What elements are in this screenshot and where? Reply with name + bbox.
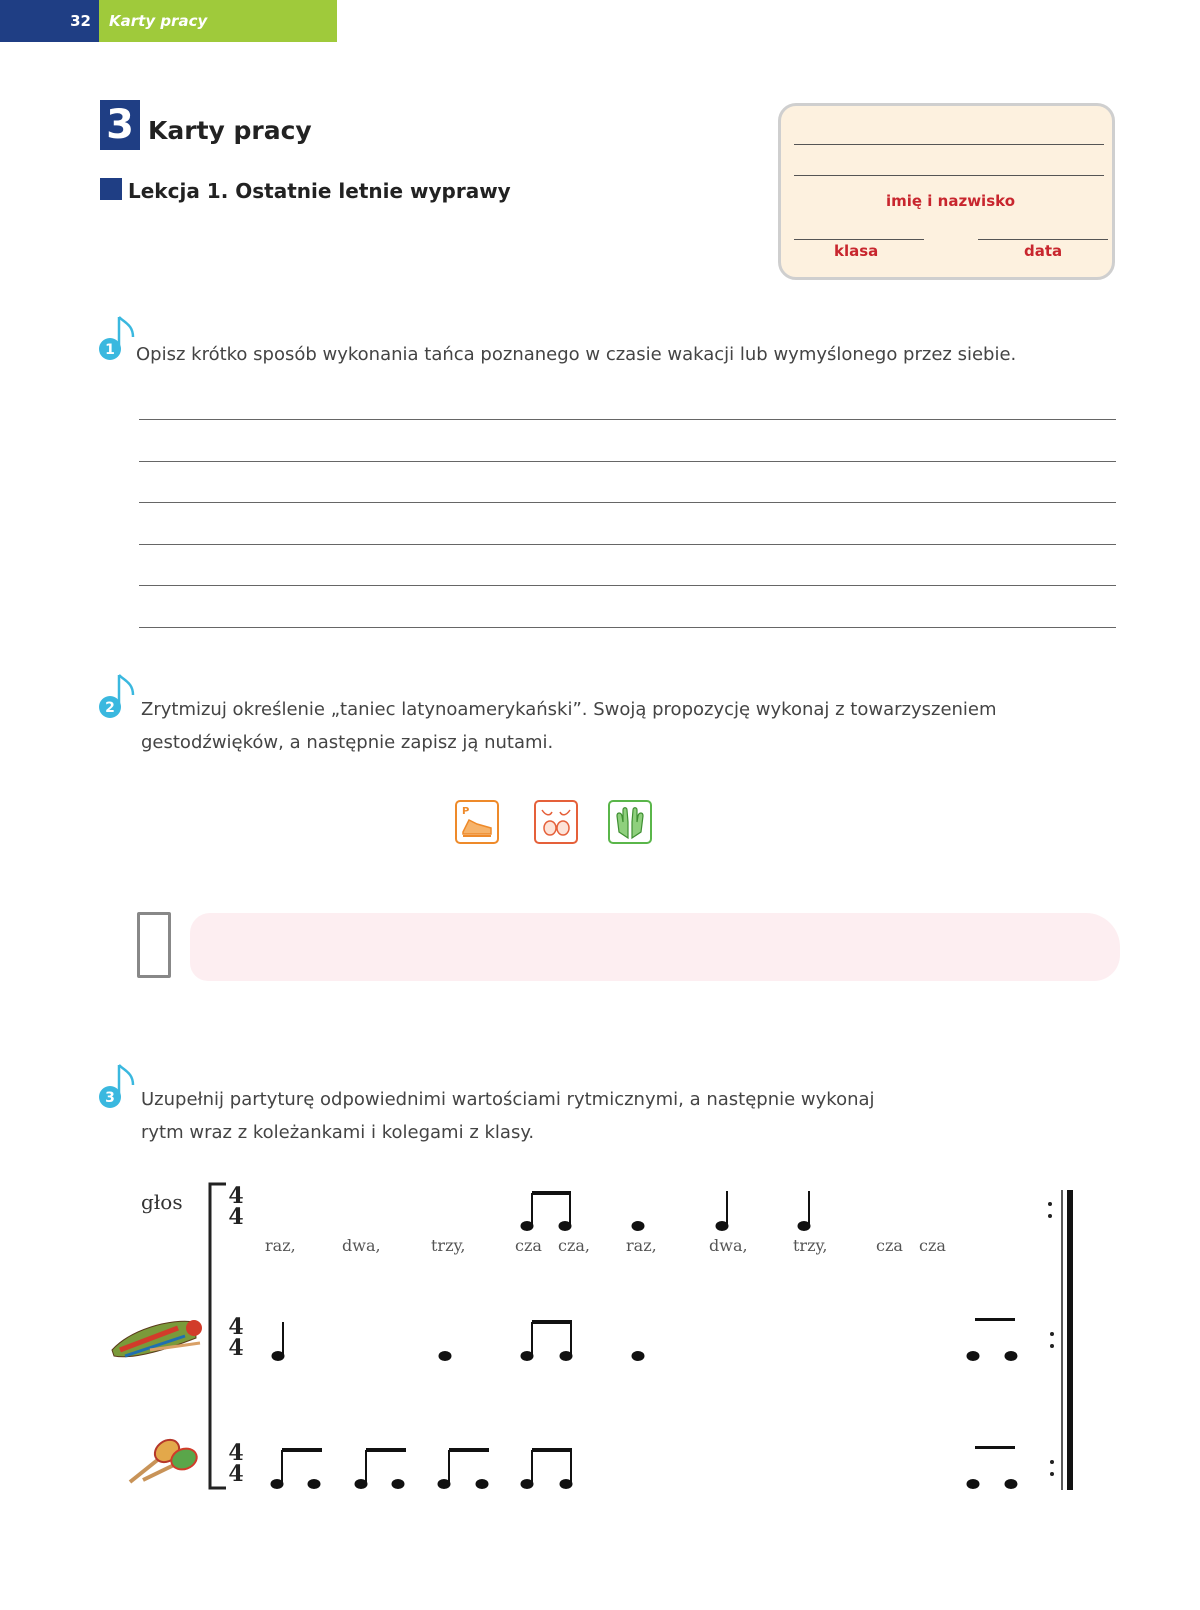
note-head <box>476 1480 488 1489</box>
time-sig-bottom: 4 <box>228 1461 244 1487</box>
page-number: 32 <box>0 0 99 42</box>
class-label: klasa <box>834 242 879 260</box>
syllable: raz, <box>626 1236 657 1255</box>
syllable: cza <box>515 1236 542 1255</box>
syllable: cza <box>876 1236 903 1255</box>
note-head <box>308 1480 320 1489</box>
syllable: raz, <box>265 1236 296 1255</box>
system-bracket <box>210 1184 226 1488</box>
task-1-text: Opisz krótko sposób wykonania tańca poznanego w czasie wakacji lub wymyślonego przez siebie. <box>136 344 1017 365</box>
note-head <box>392 1480 404 1489</box>
syllable: cza, <box>558 1236 591 1255</box>
lesson-title: Lekcja 1. Ostatnie letnie wyprawy <box>128 179 511 203</box>
beam <box>532 1191 571 1195</box>
task-2-text-line-2: gestodźwięków, a następnie zapisz ją nutami. <box>141 732 554 753</box>
guiro-icon <box>112 1320 202 1357</box>
name-label: imię i nazwisko <box>886 192 1016 210</box>
task-3-number: 3 <box>105 1090 115 1106</box>
date-label: data <box>1024 242 1063 260</box>
note-head <box>632 1352 644 1361</box>
task-3-text-line-1: Uzupełnij partyturę odpowiednimi wartościami rytmicznymi, a następnie wykonaj <box>141 1089 875 1110</box>
section-title: Karty pracy <box>99 0 337 42</box>
time-sig-bottom: 4 <box>228 1335 244 1361</box>
note-head <box>1005 1352 1017 1361</box>
chapter-number: 3 <box>100 100 140 150</box>
note-head <box>632 1222 644 1231</box>
beam <box>975 1318 1015 1321</box>
maracas-icon <box>130 1435 200 1482</box>
task-3-text-line-2: rytm wraz z koleżankami i kolegami z klasy. <box>141 1122 535 1143</box>
voice-label: głos <box>141 1190 183 1214</box>
syllable: dwa, <box>342 1236 381 1255</box>
syllable: dwa, <box>709 1236 748 1255</box>
note-head <box>967 1480 979 1489</box>
svg-text:P: P <box>462 806 470 817</box>
note-head <box>1005 1480 1017 1489</box>
chapter-title: Karty pracy <box>148 116 312 145</box>
time-sig-top: 4 <box>228 1183 244 1209</box>
syllable: trzy, <box>431 1236 466 1255</box>
syllable: trzy, <box>793 1236 828 1255</box>
task-1-number: 1 <box>105 342 115 358</box>
syllable: cza <box>919 1236 946 1255</box>
final-barline-thick <box>1067 1190 1073 1490</box>
time-sig-bottom: 4 <box>228 1204 244 1230</box>
time-sig-top: 4 <box>228 1314 244 1340</box>
time-sig-top: 4 <box>228 1440 244 1466</box>
note-head <box>439 1352 451 1361</box>
task-2-number: 2 <box>105 700 115 716</box>
task-2-text-line-1: Zrytmizuj określenie „taniec latynoamerykański”. Swoją propozycję wykonaj z towarzyszeniem <box>141 699 997 720</box>
beam <box>532 1320 572 1324</box>
note-head <box>967 1352 979 1361</box>
